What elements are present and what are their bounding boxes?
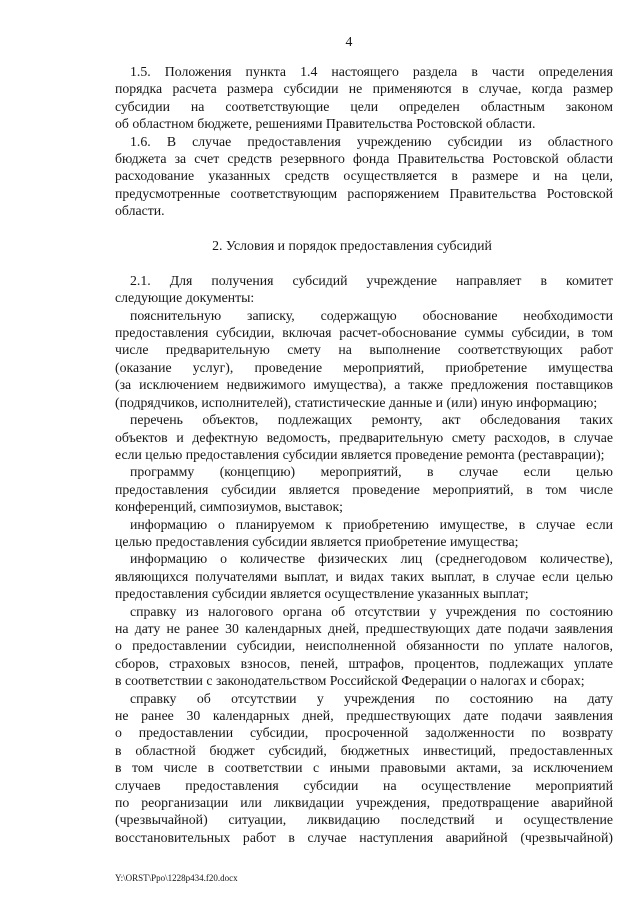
list-item-object-list <box>115 411 613 463</box>
footer-file-path: Y:\ORST\Ppo\1228p434.f20.docx <box>115 873 238 883</box>
text-line: о предоставлении субсидии, просроченной задолженности по возврату <box>115 725 613 741</box>
text-line: (подрядчиков, исполнителей), статистические данные и (или) иную информацию; <box>115 394 598 410</box>
text-line: о предоставлении субсидии, неисполненной обязанности по уплате налогов, <box>115 638 613 654</box>
text-line: информацию о планируемом к приобретению имуществе, в случае если <box>130 516 613 532</box>
text-line: справку об отсутствии у учреждения по состоянию на дату <box>130 690 613 706</box>
blank-line <box>115 220 613 237</box>
section-heading: 2. Условия и порядок предоставления субсидий <box>212 238 492 254</box>
text-line: перечень объектов, подлежащих ремонту, акт обследования таких <box>130 412 613 428</box>
list-item-tax-certificate <box>115 603 613 690</box>
text-line: предоставления субсидии является осуществление указанных выплат; <box>115 586 529 602</box>
text-line: сборов, страховых взносов, пеней, штрафов, процентов, подлежащих уплате <box>115 655 613 671</box>
text-line: не ранее 30 календарных дней, предшествующих дате подачи заявления <box>115 708 613 723</box>
text-line: об областном бюджете, решениями Правительства Ростовской области. <box>115 116 536 132</box>
text-line: случаев предоставления субсидии на осуществление мероприятий <box>115 777 613 793</box>
text-line: бюджета за счет средств резервного фонда Правительства Ростовской области <box>115 151 613 167</box>
text-line: порядка расчета размера субсидии не применяются в случае, когда размер <box>115 81 613 97</box>
paragraph-2-1 <box>115 272 613 307</box>
text-line: 2.1. Для получения субсидий учреждение направляет в комитет <box>130 272 613 288</box>
document-body <box>115 63 613 846</box>
text-line: (чрезвычайной) ситуации, ликвидацию последствий и осуществление <box>115 812 613 828</box>
text-line: объектов и дефектную ведомость, предварительную смету расходов, в случае <box>115 429 613 445</box>
text-line: на дату не ранее 30 календарных дней, предшествующих дате подачи заявления <box>115 620 613 636</box>
text-line: предоставления субсидии является проведение мероприятий, в том числе <box>115 481 613 497</box>
list-item-debt-certificate <box>115 690 613 847</box>
text-line: в областной бюджет субсидий, бюджетных инвестиций, предоставленных <box>115 742 613 758</box>
text-line: целью предоставления субсидии является приобретение имущества; <box>115 533 519 549</box>
text-line: по реорганизации или ликвидации учреждения, предотвращение аварийной <box>115 795 613 811</box>
paragraph-1-6 <box>115 133 613 220</box>
page-number: 4 <box>345 34 353 49</box>
text-line: 1.6. В случае предоставления учреждению субсидии из областного <box>130 133 613 149</box>
text-line: пояснительную записку, содержащую обоснование необходимости <box>130 307 613 323</box>
list-item-program <box>115 463 613 515</box>
text-line: в соответствии с законодательством Российской Федерации о налогах и сборах; <box>115 673 585 689</box>
text-line: (за исключением недвижимого имущества), а также предложения поставщиков <box>115 377 613 393</box>
list-item-explanatory-note <box>115 307 613 411</box>
text-line: 1.5. Положения пункта 1.4 настоящего раздела в части определения <box>130 64 613 79</box>
list-item-recipients-info <box>115 550 613 602</box>
text-line: расходование указанных средств осуществляется в размере и на цели, <box>115 168 613 184</box>
text-line: конференций, симпозиумов, выставок; <box>115 499 343 515</box>
text-line: следующие документы: <box>115 290 255 306</box>
text-line: информацию о количестве физических лиц (среднегодовом количестве), <box>130 551 613 567</box>
text-line: (оказание услуг), проведение мероприятий, приобретение имущества <box>115 359 613 375</box>
text-line: предусмотренные соответствующим распоряжением Правительства Ростовской <box>115 185 613 201</box>
text-line: предоставления субсидии, включая расчет-обоснование суммы субсидии, в том <box>115 325 613 341</box>
text-line: в том числе в соответствии с иными правовыми актами, за исключением <box>115 760 613 776</box>
text-line: числе предварительную смету на выполнение соответствующих работ <box>115 342 613 358</box>
text-line: если целью предоставления субсидии является проведение ремонта (реставрации); <box>115 446 605 462</box>
text-line: субсидии на соответствующие цели определен областным законом <box>115 98 613 114</box>
text-line: программу (концепцию) мероприятий, в случае если целью <box>130 464 613 480</box>
blank-line <box>115 254 613 271</box>
list-item-property-info <box>115 516 613 551</box>
text-line: справку из налогового органа об отсутствии у учреждения по состоянию <box>130 603 613 619</box>
text-line: восстановительных работ в случае наступления аварийной (чрезвычайной) <box>115 829 613 845</box>
paragraph-1-5 <box>115 63 613 133</box>
text-line: области. <box>115 203 165 219</box>
text-line: являющихся получателями выплат, и видах таких выплат, в случае если целью <box>115 568 613 584</box>
